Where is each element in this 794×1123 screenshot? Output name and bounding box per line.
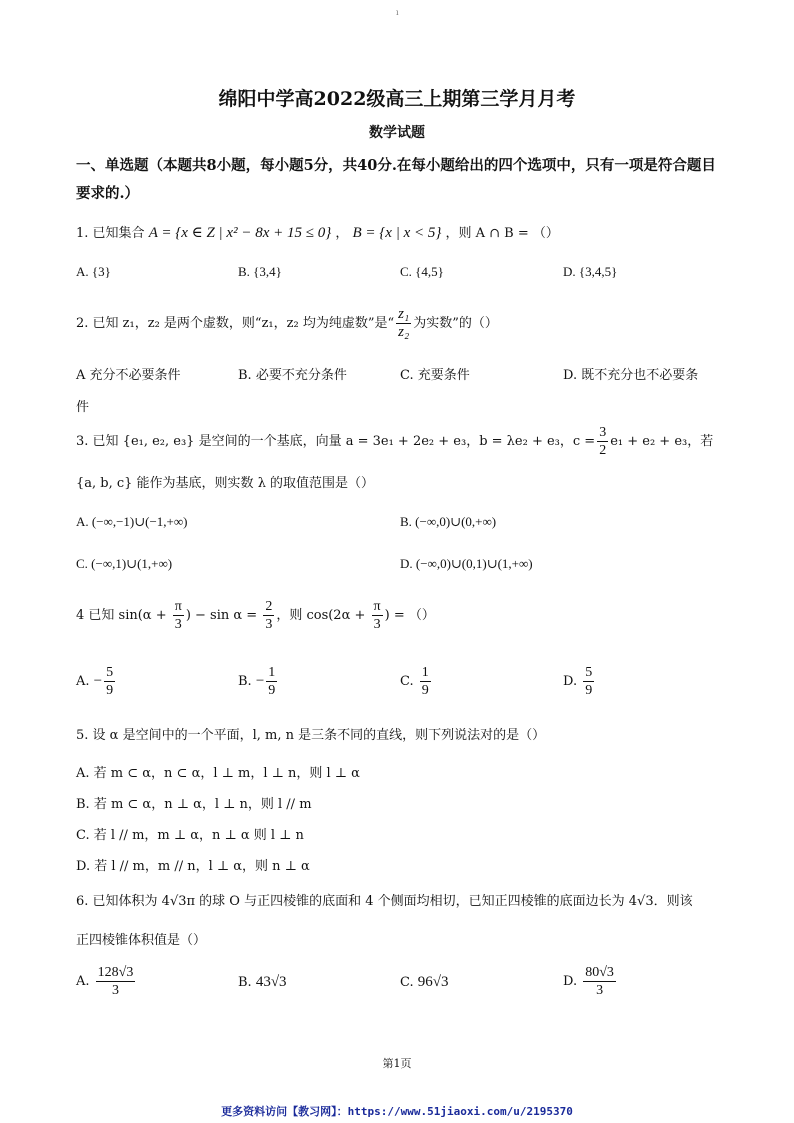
q3-stem-b: e₁ + e₂ + e₃，若 (610, 434, 714, 449)
question-2-stem (76, 306, 498, 341)
q2-stem-b: 为实数”的（） (413, 316, 498, 331)
q3-option-d: D. (−∞,0)∪(0,1)∪(1,+∞) (400, 556, 533, 571)
q3-fraction (597, 424, 608, 459)
question-5-stem: 5. 设 α 是空间中的一个平面，l, m, n 是三条不同的直线，则下列说法对的是（） (76, 728, 546, 743)
q2-option-a: A 充分不必要条件 (76, 368, 181, 383)
q4-d-num: 5 (585, 665, 593, 680)
q1-option-d: D. {3,4,5} (563, 264, 618, 279)
q4-b-fraction (266, 664, 277, 699)
q4-d-fraction (583, 664, 594, 699)
question-1-stem (76, 222, 559, 242)
q4-frac-pi: π (174, 599, 182, 614)
q5-option-a: A. 若 m ⊂ α，n ⊂ α，l ⊥ m，l ⊥ n，则 l ⊥ α (76, 766, 360, 781)
q4-option-b (238, 664, 279, 699)
top-mark: ı (396, 8, 399, 17)
q4-option-d (563, 664, 596, 699)
q1-option-a: A. {3} (76, 264, 111, 279)
exam-subtitle: 数学试题 (369, 125, 425, 141)
q6-option-b (238, 974, 287, 991)
q4-a-sign: − (93, 673, 103, 689)
q2-option-c: C. 充要条件 (400, 368, 470, 383)
q2-frac-den: z₂ (398, 324, 410, 340)
q4-b-den: 9 (268, 683, 276, 698)
q2-option-d-wrap: 件 (76, 400, 90, 415)
q5-option-d: D. 若 l // m，m // n，l ⊥ α，则 n ⊥ α (76, 859, 310, 874)
question-3-line2: {a, b, c} 能作为基底，则实数 λ 的取值范围是（） (76, 476, 375, 491)
q6-d-num: 80√3 (585, 965, 614, 980)
question-4-stem (76, 598, 435, 633)
q1-separator: ， (335, 226, 349, 241)
q4-a-label: A. (76, 674, 90, 689)
q6-a-num: 128√3 (97, 965, 134, 980)
q1-set-a: A = {x ∈ Z | x² − 8x + 15 ≤ 0} (148, 225, 332, 241)
q4-c-fraction (420, 664, 431, 699)
q2-stem-a: 2. 已知 z₁，z₂ 是两个虚数，则“z₁，z₂ 均为纯虚数”是“ (76, 316, 395, 331)
q4-option-c (400, 664, 433, 699)
q6-d-den: 3 (596, 983, 604, 998)
q1-prefix: 1. 已知集合 (76, 226, 145, 241)
q1-ask: ，则 A ∩ B = （） (445, 226, 559, 241)
q4-frac-2: 2 (265, 599, 273, 614)
question-6-line2: 正四棱锥体积值是（） (76, 933, 207, 948)
q6-d-fraction (583, 964, 616, 999)
q6-c-label: C. (400, 975, 414, 990)
q1-set-b: B = {x | x < 5} (352, 225, 442, 241)
q3-stem-a: 3. 已知 {e₁, e₂, e₃} 是空间的一个基底，向量 a = 3e₁ + 2e₂ + e₃，b = λe₂ + e₃，c = (76, 434, 596, 449)
q2-fraction (396, 306, 411, 341)
q6-d-label: D. (563, 974, 578, 989)
q1-option-b: B. {3,4} (238, 264, 282, 279)
question-6-line1: 6. 已知体积为 4√3π 的球 O 与正四棱锥的底面和 4 个侧面均相切，已知正四棱锥的底面边长为 4√3．则该 (76, 894, 693, 909)
q4-a-fraction (104, 664, 115, 699)
q4-c-label: C. (400, 674, 414, 689)
q4-c-num: 1 (421, 665, 429, 680)
q4-b-sign: − (255, 673, 265, 689)
q5-option-c: C. 若 l // m，m ⊥ α，n ⊥ α 则 l ⊥ n (76, 828, 304, 843)
q4-frac-3c: 3 (373, 617, 381, 632)
q4-d-label: D. (563, 674, 578, 689)
q4-c-den: 9 (421, 683, 429, 698)
q4-a-den: 9 (106, 683, 114, 698)
section-heading: 一、单选题（本题共8小题，每小题5分，共40分.在每小题给出的四个选项中，只有一项是符合题目要求的.） (76, 157, 716, 202)
q3-option-c: C. (−∞,1)∪(1,+∞) (76, 556, 173, 571)
q4-frac-pi-b: π (373, 599, 381, 614)
page-number: 第1页 (382, 1057, 412, 1070)
question-3-stem (76, 424, 713, 459)
q3-option-a: A. (−∞,−1)∪(−1,+∞) (76, 514, 188, 529)
q6-c-value: 96√3 (417, 974, 449, 990)
q4-stem-b: ) − sin α = (185, 608, 262, 623)
q4-stem-a: 4 已知 sin(α + (76, 608, 171, 623)
q3-frac-den: 2 (599, 443, 607, 458)
exam-title: 绵阳中学高2022级高三上期第三学月月考 (218, 88, 576, 110)
q2-frac-num: z₁ (398, 306, 410, 322)
q4-stem-d: ) = （） (384, 608, 435, 623)
q4-frac-pi-3-a (173, 598, 184, 633)
q4-a-num: 5 (106, 665, 114, 680)
q3-frac-num: 3 (599, 425, 607, 440)
footer-link[interactable]: 更多资料访问【教习网】：https://www.51jiaoxi.com/u/2195370 (221, 1105, 573, 1118)
q4-b-num: 1 (268, 665, 276, 680)
q5-option-b: B. 若 m ⊂ α，n ⊥ α，l ⊥ n，则 l // m (76, 797, 312, 812)
q6-a-label: A. (76, 974, 90, 989)
q6-a-den: 3 (112, 983, 120, 998)
q2-option-b: B. 必要不充分条件 (238, 368, 347, 383)
q6-b-label: B. (238, 975, 252, 990)
q4-frac-3: 3 (174, 617, 182, 632)
q6-b-value: 43√3 (255, 974, 287, 990)
q1-option-c: C. {4,5} (400, 264, 444, 279)
q3-option-b: B. (−∞,0)∪(0,+∞) (400, 514, 497, 529)
q4-frac-2-3 (263, 598, 274, 633)
q4-frac-3b: 3 (265, 617, 273, 632)
q4-option-a (76, 664, 117, 699)
q6-option-a (76, 964, 137, 999)
q4-frac-pi-3-b (372, 598, 383, 633)
q6-option-d (563, 964, 618, 999)
q4-stem-c: ，则 cos(2α + (276, 608, 370, 623)
q6-a-fraction (96, 964, 136, 999)
q6-option-c (400, 974, 449, 991)
q2-option-d: D. 既不充分也不必要条 (563, 368, 699, 383)
q4-d-den: 9 (585, 683, 593, 698)
q4-b-label: B. (238, 674, 252, 689)
